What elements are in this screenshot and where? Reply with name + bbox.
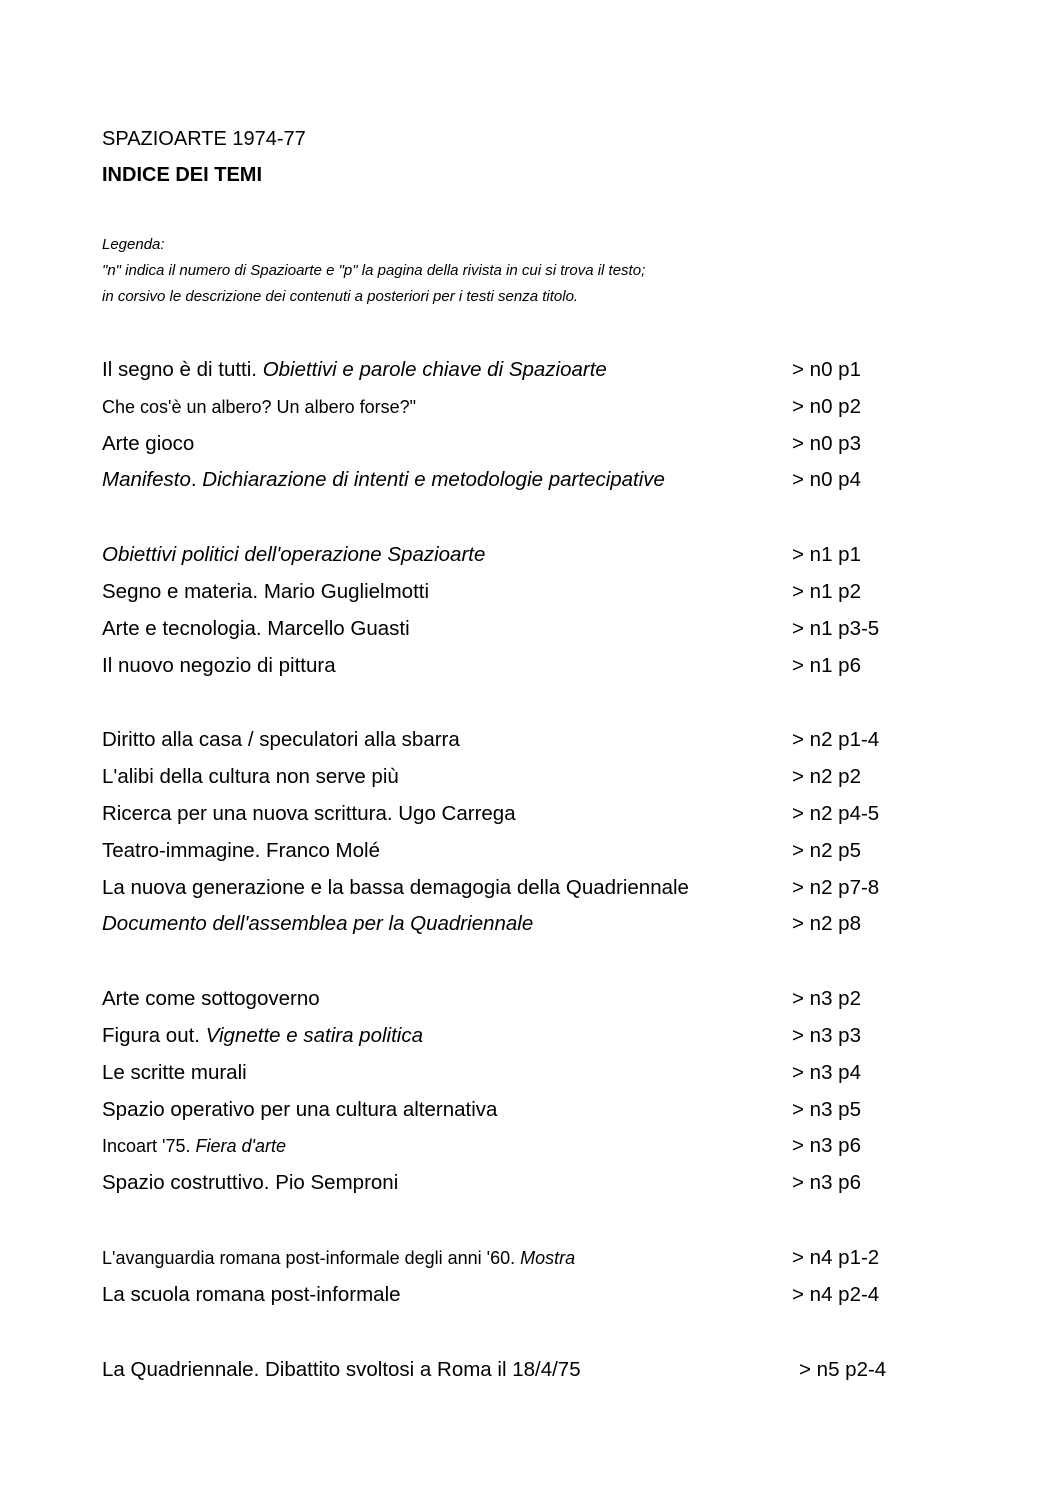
entry-title: L'avanguardia romana post-informale degli anni '60. Mostra	[102, 1247, 576, 1268]
entry-reference: > n3 p4	[792, 1060, 861, 1084]
entry-reference: > n4 p2-4	[792, 1282, 880, 1306]
entry-title: Ricerca per una nuova scrittura. Ugo Carrega	[102, 801, 516, 825]
document-title: SPAZIOARTE 1974-77	[102, 128, 306, 150]
entry-reference: > n3 p6	[792, 1171, 861, 1195]
entry-reference: > n0 p1	[792, 358, 861, 381]
entry-reference: > n4 p1-2	[792, 1245, 880, 1269]
entry-title: Segno e materia. Mario Guglielmotti	[102, 579, 430, 603]
document-subtitle: INDICE DEI TEMI	[102, 164, 263, 186]
legend-line-1: "n" indica il numero di Spazioarte e "p" la pagina della rivista in cui si trova il testo;	[102, 262, 646, 279]
entry-title: Arte e tecnologia. Marcello Guasti	[102, 616, 410, 640]
entry-title: Figura out. Vignette e satira politica	[102, 1023, 423, 1047]
entry-reference: > n3 p2	[792, 987, 861, 1011]
index-entry	[102, 837, 902, 874]
entry-title: Il segno è di tutti. Obiettivi e parole chiave di Spazioarte	[102, 358, 607, 381]
index-entry	[102, 466, 902, 503]
entry-title: Spazio operativo per una cultura alternativa	[102, 1097, 498, 1121]
index-entry	[102, 393, 902, 430]
entry-title: Arte gioco	[102, 431, 195, 455]
index-entry	[102, 763, 902, 800]
entry-reference: > n1 p1	[792, 543, 861, 567]
index-group	[102, 541, 902, 688]
entry-title: Incoart '75. Fiera d'arte	[102, 1136, 286, 1157]
index-group	[102, 1356, 902, 1393]
index-entry	[102, 1022, 902, 1059]
entry-reference: > n5 p2-4	[799, 1357, 887, 1381]
index-entry	[102, 430, 902, 467]
index-entry	[102, 1096, 902, 1133]
index-entry	[102, 910, 902, 947]
index-group	[102, 356, 902, 503]
index-entry	[102, 874, 902, 911]
entry-title: La Quadriennale. Dibattito svoltosi a Roma il 18/4/75	[102, 1357, 581, 1381]
entry-reference: > n0 p3	[792, 431, 861, 455]
entry-title: Diritto alla casa / speculatori alla sbarra	[102, 728, 460, 752]
entry-title: Il nuovo negozio di pittura	[102, 653, 336, 677]
entry-reference: > n3 p6	[792, 1134, 861, 1158]
index-entry	[102, 1356, 902, 1393]
entry-reference: > n3 p3	[792, 1023, 861, 1047]
entry-title: La nuova generazione e la bassa demagogia della Quadriennale	[102, 875, 689, 899]
index-entry	[102, 615, 902, 652]
index-entry	[102, 726, 902, 763]
index-entry	[102, 1059, 902, 1096]
entry-title: Le scritte murali	[102, 1060, 247, 1084]
entry-title: Teatro-immagine. Franco Molé	[102, 838, 380, 862]
entry-title: Obiettivi politici dell'operazione Spazioarte	[102, 543, 486, 567]
index-group	[102, 985, 902, 1206]
entry-reference: > n2 p4-5	[792, 801, 880, 825]
index-entry	[102, 356, 902, 393]
entry-reference: > n1 p2	[792, 579, 861, 603]
entry-title: L'alibi della cultura non serve più	[102, 765, 399, 789]
index-entry	[102, 652, 902, 689]
entry-reference: > n2 p5	[792, 838, 861, 862]
entry-title: Arte come sottogoverno	[102, 987, 320, 1011]
entry-reference: > n1 p6	[792, 653, 861, 677]
entry-reference: > n2 p2	[792, 765, 861, 789]
legend	[102, 232, 645, 310]
entry-reference: > n3 p5	[792, 1097, 861, 1121]
entry-title: La scuola romana post-informale	[102, 1282, 401, 1306]
entry-reference: > n0 p2	[792, 394, 861, 418]
index-group	[102, 1244, 902, 1318]
index-entry	[102, 1244, 902, 1281]
entry-reference: > n2 p7-8	[792, 875, 880, 899]
entry-reference: > n1 p3-5	[792, 616, 880, 640]
index-entry	[102, 800, 902, 837]
entry-title: Che cos'è un albero? Un albero forse?"	[102, 396, 417, 417]
legend-label: Legenda:	[102, 236, 165, 253]
index-group	[102, 726, 902, 947]
entry-title: Manifesto. Dichiarazione di intenti e metodologie partecipative	[102, 468, 665, 492]
index-entry	[102, 1169, 902, 1206]
entry-reference: > n2 p1-4	[792, 728, 880, 752]
index-entry	[102, 1132, 902, 1169]
legend-line-2: in corsivo le descrizione dei contenuti a posteriori per i testi senza titolo.	[102, 288, 579, 305]
index-entry	[102, 541, 902, 578]
index-list	[102, 356, 902, 1430]
entry-title: Documento dell'assemblea per la Quadriennale	[102, 912, 534, 936]
index-entry	[102, 1281, 902, 1318]
entry-reference: > n0 p4	[792, 468, 861, 492]
index-entry	[102, 578, 902, 615]
index-entry	[102, 985, 902, 1022]
entry-reference: > n2 p8	[792, 912, 861, 936]
entry-title: Spazio costruttivo. Pio Semproni	[102, 1171, 399, 1195]
